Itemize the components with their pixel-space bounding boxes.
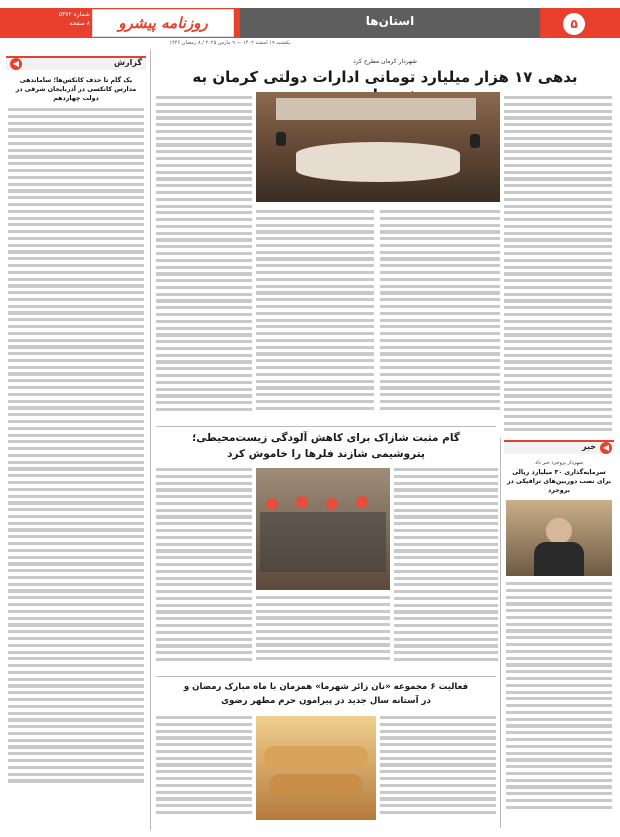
story2-headline-line2: پتروشیمی شازند فلرها را خاموش کرد bbox=[227, 448, 425, 460]
story2-top-rule bbox=[156, 426, 496, 427]
story2-photo-ceremony bbox=[256, 468, 390, 590]
news-icon: ◀ bbox=[600, 442, 612, 454]
section-title: استان‌ها bbox=[365, 14, 415, 28]
story2-headline-line1: گام مثبت شازاک برای کاهش آلودگی زیست‌محیطی؛ bbox=[192, 432, 460, 444]
lead-headline: بدهی ۱۷ هزار میلیارد تومانی ادارات دولتی کرمان به bbox=[192, 68, 578, 86]
story3-top-rule bbox=[156, 676, 496, 677]
story2-body-col1 bbox=[394, 468, 498, 668]
story3-photo-bread bbox=[256, 716, 376, 820]
news-kicker: شهردار بروجرد خبر داد bbox=[535, 460, 583, 466]
lead-body-col3 bbox=[380, 210, 500, 420]
dateline-left: شماره ۵۳۷۲ ۸ صفحه bbox=[58, 11, 90, 27]
date-strip: یکشنبه ۱۹ اسفند ۱۴۰۲ — ۹ مارس ۲۰۲۵ / ۸ رمضان ۱۴۴۶ bbox=[169, 40, 291, 46]
news-photo-mayor bbox=[506, 500, 612, 576]
news-box-label: خبر bbox=[581, 442, 596, 451]
story3-body-col1 bbox=[380, 716, 496, 820]
lead-body-col1 bbox=[504, 96, 612, 436]
news-title: سرمایه‌گذاری ۳۰ میلیارد ریالی برای نصب دوربین‌های ترافیکی در بروجرد bbox=[506, 469, 612, 494]
story3-headline-line1: فعالیت ۶ مجموعه «نان زائر شهرما» همزمان با ماه مبارک رمضان و bbox=[183, 682, 469, 692]
report-icon: ◀ bbox=[10, 58, 22, 70]
story3-body-col2 bbox=[156, 716, 252, 820]
lead-photo-meeting bbox=[256, 92, 500, 202]
story2-body-col2 bbox=[256, 596, 390, 670]
lead-kicker: شهردار کرمان مطرح کرد bbox=[353, 58, 417, 65]
lead-body-col-left bbox=[156, 96, 252, 416]
sidebar-divider bbox=[150, 50, 151, 830]
lead-body-col2 bbox=[256, 210, 374, 420]
sidebar-story1-body bbox=[8, 108, 144, 818]
story2-body-col3 bbox=[156, 468, 252, 668]
sidebar-report-label: گزارش bbox=[113, 58, 142, 67]
page-number: ۵ bbox=[563, 13, 585, 35]
news-box-divider bbox=[500, 438, 501, 828]
sidebar-story1-title: یک گام تا حذف کانکس‌ها؛ ساماندهی مدارس کانکسی در آذربایجان شرقی در دولت چهاردهم bbox=[15, 77, 137, 102]
newspaper-logo: روزنامه پیشرو bbox=[92, 9, 234, 37]
news-body bbox=[506, 582, 612, 818]
story3-headline-line2: در آستانه سال جدید در پیرامون حرم مطهر رضوی bbox=[221, 696, 431, 706]
